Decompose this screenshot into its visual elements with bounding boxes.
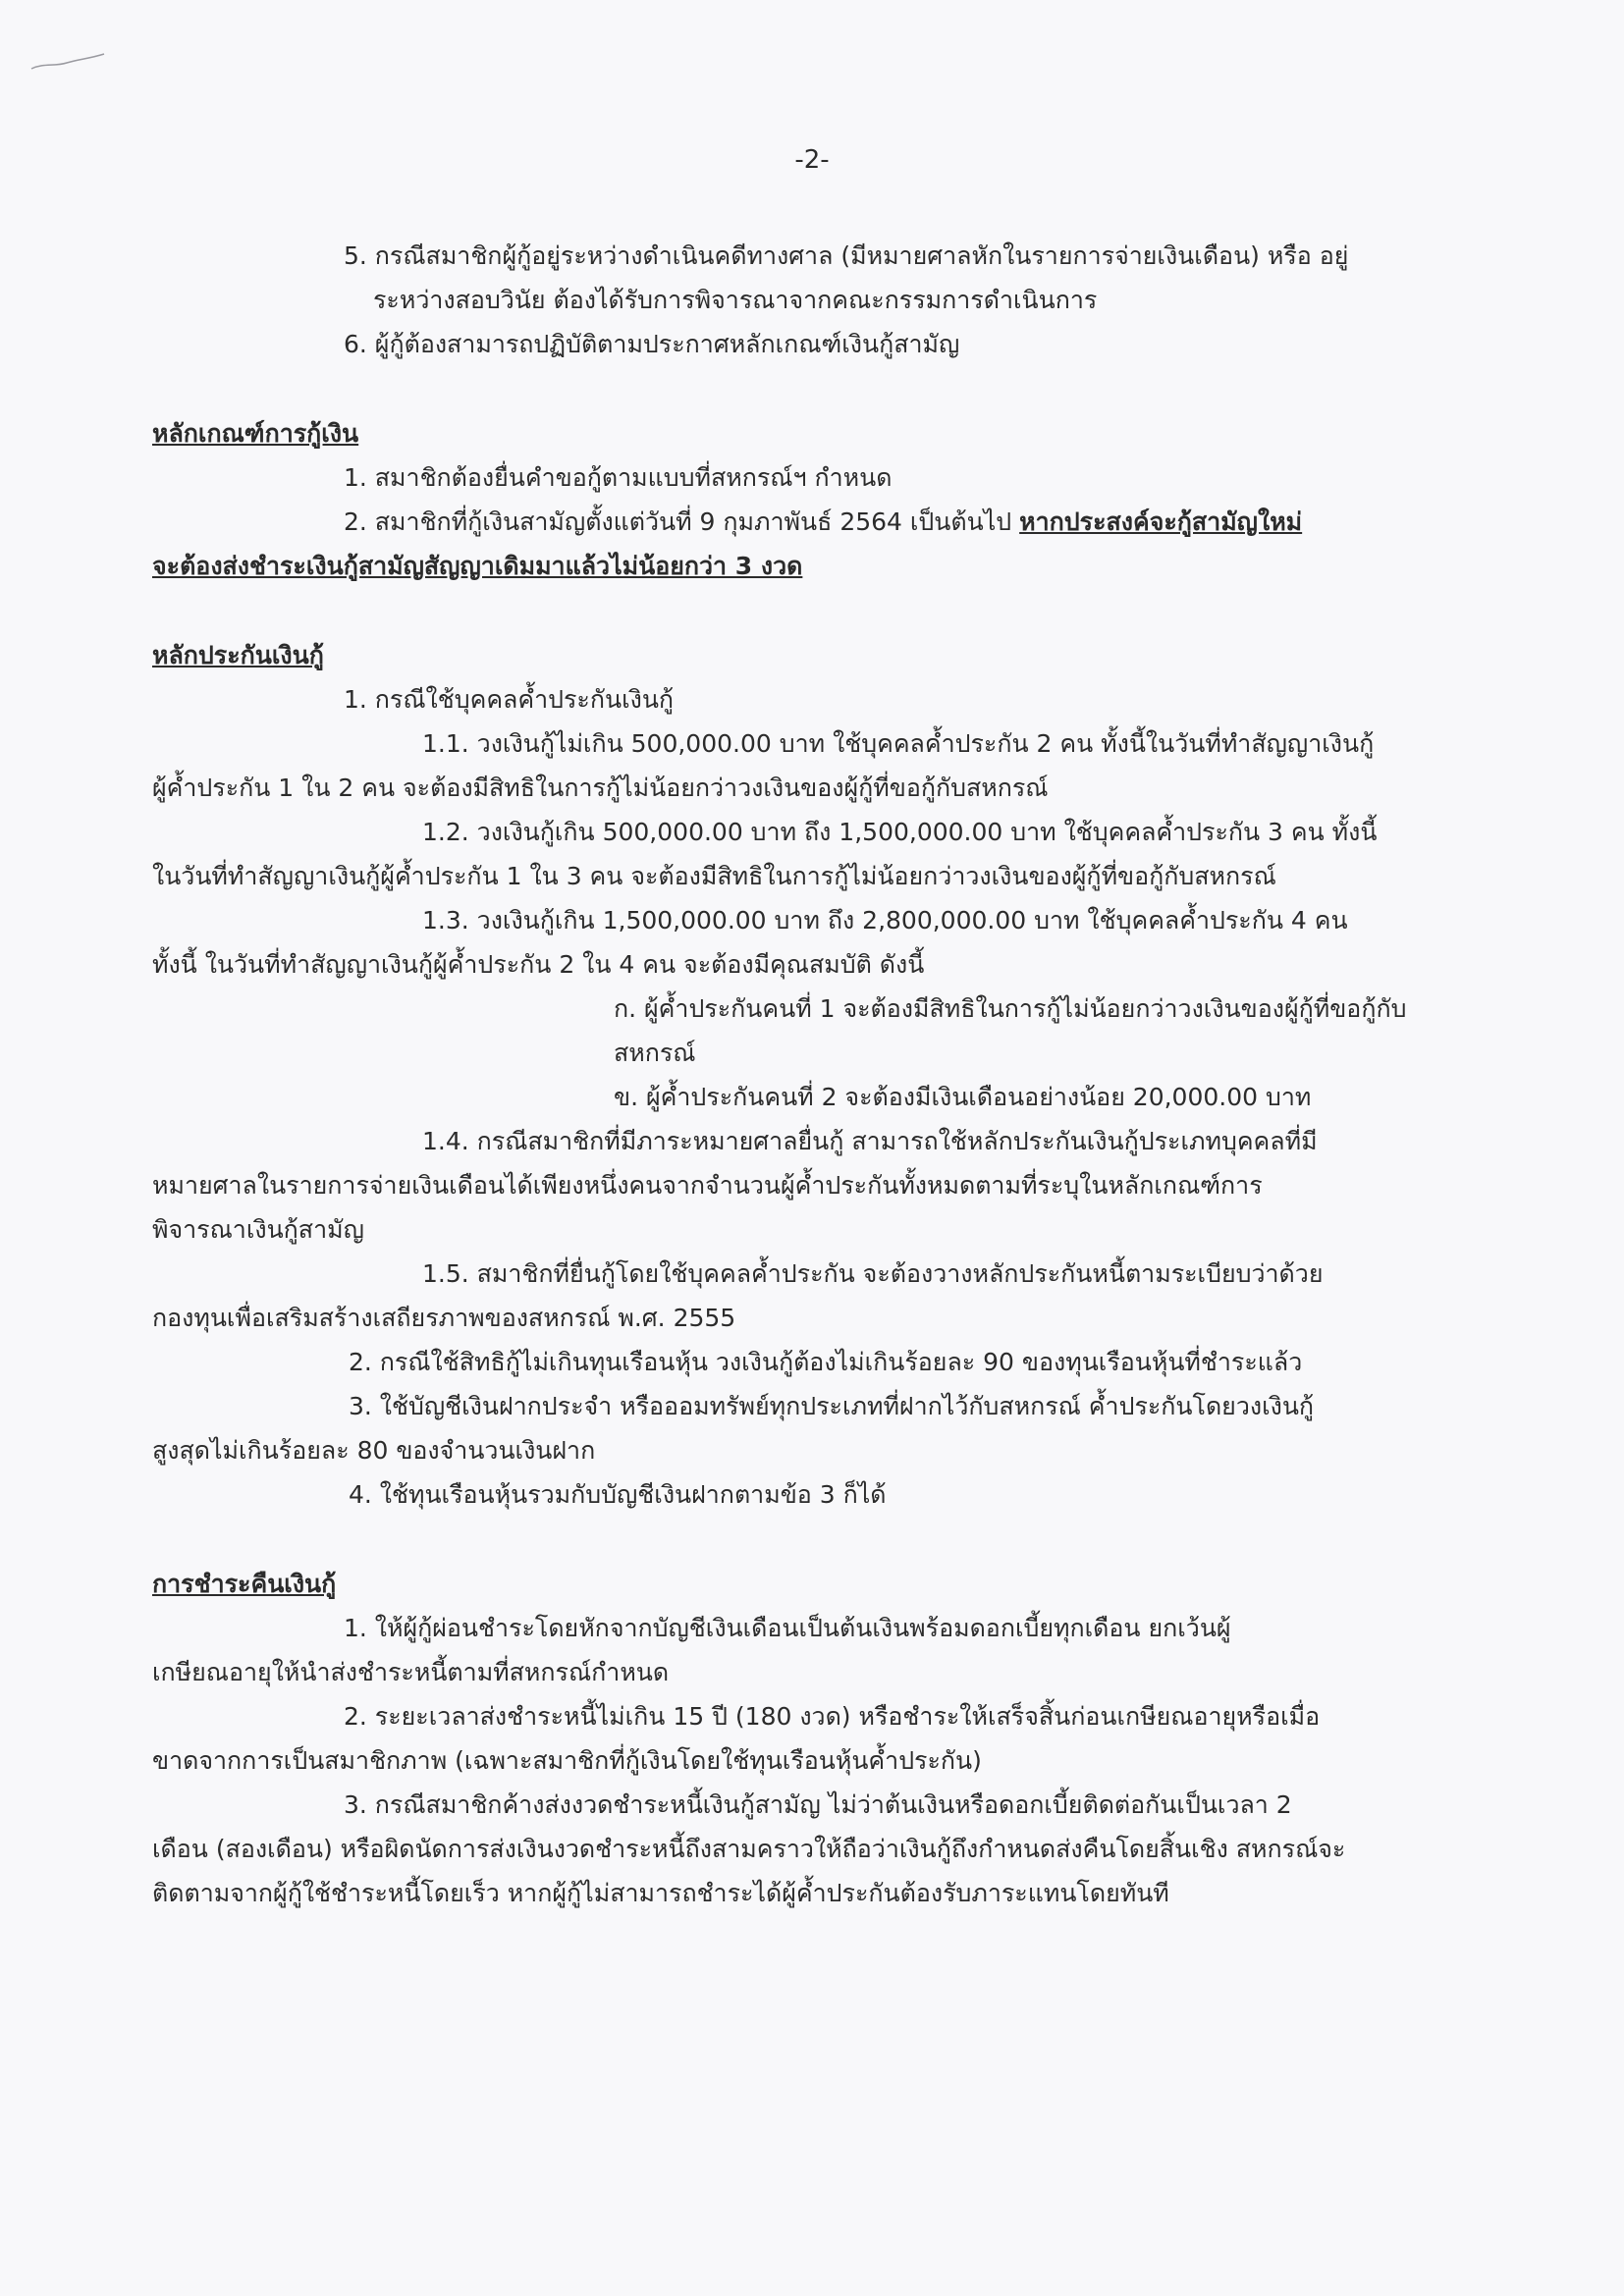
- collateral-item-1-1: [152, 721, 1438, 810]
- collateral-item-1-2-line2: ในวันที่ทำสัญญาเงินกู้ผู้ค้ำประกัน 1 ใน 3 คน จะต้องมีสิทธิในการกู้ไม่น้อยกว่าวงเงินของผู้กู้ที่ขอกู้กับสหกรณ์: [152, 862, 1276, 890]
- collateral-item-1-5-line2: กองทุนเพื่อเสริมสร้างเสถียรภาพของสหกรณ์ พ.ศ. 2555: [152, 1304, 736, 1332]
- collateral-item-3: [152, 1384, 1438, 1472]
- section-heading-collateral: หลักประกันเงินกู้: [152, 641, 324, 669]
- collateral-item-1-1-line1: 1.1. วงเงินกู้ไม่เกิน 500,000.00 บาท ใช้บุคคลค้ำประกัน 2 คน ทั้งนี้ในวันที่ทำสัญญาเงินกู้: [422, 729, 1375, 758]
- repayment-item-1: [152, 1606, 1438, 1694]
- repayment-item-3-line3: ติดตามจากผู้กู้ใช้ชำระหนี้โดยเร็ว หากผู้กู้ไม่สามารถชำระได้ผู้ค้ำประกันต้องรับภาระแทนโดยทันที: [152, 1879, 1169, 1907]
- collateral-item-4: 4. ใช้ทุนเรือนหุ้นรวมกับบัญชีเงินฝากตามข้อ 3 ก็ได้: [349, 1480, 887, 1509]
- section-heading-loan-criteria: หลักเกณฑ์การกู้เงิน: [152, 419, 359, 448]
- collateral-item-1-5: [152, 1252, 1438, 1340]
- criteria-item-2-text: 2. สมาชิกที่กู้เงินสามัญตั้งแต่วันที่ 9 กุมภาพันธ์ 2564 เป็นต้นไป: [344, 507, 1020, 536]
- page-number: -2-: [794, 145, 830, 175]
- pen-mark: [29, 51, 108, 73]
- repayment-item-2-line2: ขาดจากการเป็นสมาชิกภาพ (เฉพาะสมาชิกที่กู้เงินโดยใช้ทุนเรือนหุ้นค้ำประกัน): [152, 1746, 982, 1775]
- item-5: [152, 234, 1438, 322]
- collateral-item-1-2: [152, 810, 1438, 898]
- collateral-item-2: 2. กรณีใช้สิทธิกู้ไม่เกินทุนเรือนหุ้น วงเงินกู้ต้องไม่เกินร้อยละ 90 ของทุนเรือนหุ้นที่ชำระแล้ว: [349, 1348, 1303, 1376]
- criteria-item-1: 1. สมาชิกต้องยื่นคำขอกู้ตามแบบที่สหกรณ์ฯ กำหนด: [344, 463, 893, 492]
- collateral-item-1-1-line2: ผู้ค้ำประกัน 1 ใน 2 คน จะต้องมีสิทธิในการกู้ไม่น้อยกว่าวงเงินของผู้กู้ที่ขอกู้กับสหกรณ์: [152, 774, 1049, 802]
- collateral-item-1-3-ka: ก. ผู้ค้ำประกันคนที่ 1 จะต้องมีสิทธิในการกู้ไม่น้อยกว่าวงเงินของผู้กู้ที่ขอกู้กับสหกรณ์: [614, 994, 1407, 1067]
- collateral-item-1-5-line1: 1.5. สมาชิกที่ยื่นกู้โดยใช้บุคคลค้ำประกัน จะต้องวางหลักประกันหนี้ตามระเบียบว่าด้วย: [422, 1259, 1324, 1288]
- item-6: 6. ผู้กู้ต้องสามารถปฏิบัติตามประกาศหลักเกณฑ์เงินกู้สามัญ: [344, 330, 960, 358]
- collateral-item-1-4: [152, 1119, 1438, 1252]
- repayment-item-3-line1: 3. กรณีสมาชิกค้างส่งงวดชำระหนี้เงินกู้สามัญ ไม่ว่าต้นเงินหรือดอกเบี้ยติดต่อกันเป็นเวลา 2: [344, 1790, 1292, 1819]
- repayment-item-1-line2: เกษียณอายุให้นำส่งชำระหนี้ตามที่สหกรณ์กำหนด: [152, 1658, 670, 1686]
- section-heading-repayment: การชำระคืนเงินกู้: [152, 1570, 337, 1598]
- item-5-line2: ระหว่างสอบวินัย ต้องได้รับการพิจารณาจากคณะกรรมการดำเนินการ: [373, 286, 1098, 314]
- repayment-item-3-line2: เดือน (สองเดือน) หรือผิดนัดการส่งเงินงวดชำระหนี้ถึงสามคราวให้ถือว่าเงินกู้ถึงกำหนดส่งคืนโดยสิ้นเชิง สหกรณ์จะ: [152, 1835, 1346, 1863]
- collateral-item-1-3-line2: ทั้งนี้ ในวันที่ทำสัญญาเงินกู้ผู้ค้ำประกัน 2 ใน 4 คน จะต้องมีคุณสมบัติ ดังนี้: [152, 950, 925, 979]
- collateral-item-1: 1. กรณีใช้บุคคลค้ำประกันเงินกู้: [344, 685, 675, 714]
- criteria-item-2-emphasis-2: จะต้องส่งชำระเงินกู้สามัญสัญญาเดิมมาแล้วไม่น้อยกว่า 3 งวด: [152, 552, 803, 580]
- collateral-item-1-2-line1: 1.2. วงเงินกู้เกิน 500,000.00 บาท ถึง 1,500,000.00 บาท ใช้บุคคลค้ำประกัน 3 คน ทั้งนี้: [422, 818, 1378, 846]
- collateral-item-3-line2: สูงสุดไม่เกินร้อยละ 80 ของจำนวนเงินฝาก: [152, 1436, 596, 1465]
- collateral-item-1-4-line3: พิจารณาเงินกู้สามัญ: [152, 1215, 364, 1244]
- repayment-item-3: [152, 1783, 1438, 1915]
- item-5-line1: 5. กรณีสมาชิกผู้กู้อยู่ระหว่างดำเนินคดีทางศาล (มีหมายศาลหักในรายการจ่ายเงินเดือน) หรือ อยู่: [344, 241, 1349, 270]
- collateral-item-1-4-line2: หมายศาลในรายการจ่ายเงินเดือนได้เพียงหนึ่งคนจากจำนวนผู้ค้ำประกันทั้งหมดตามที่ระบุในหลักเกณฑ์การ: [152, 1171, 1263, 1200]
- collateral-item-1-3-line1: 1.3. วงเงินกู้เกิน 1,500,000.00 บาท ถึง 2,800,000.00 บาท ใช้บุคคลค้ำประกัน 4 คน: [422, 906, 1348, 934]
- criteria-item-2: [152, 500, 1438, 544]
- criteria-item-2-emphasis-1: หากประสงค์จะกู้สามัญใหม่: [1019, 507, 1303, 536]
- repayment-item-1-line1: 1. ให้ผู้กู้ผ่อนชำระโดยหักจากบัญชีเงินเดือนเป็นต้นเงินพร้อมดอกเบี้ยทุกเดือน ยกเว้นผู้: [344, 1614, 1231, 1642]
- collateral-item-1-3: [152, 898, 1438, 987]
- collateral-item-1-4-line1: 1.4. กรณีสมาชิกที่มีภาระหมายศาลยื่นกู้ สามารถใช้หลักประกันเงินกู้ประเภทบุคคลที่มี: [422, 1127, 1318, 1155]
- document-body: [152, 234, 1438, 1915]
- collateral-item-3-line1: 3. ใช้บัญชีเงินฝากประจำ หรือออมทรัพย์ทุกประเภทที่ฝากไว้กับสหกรณ์ ค้ำประกันโดยวงเงินกู้: [349, 1392, 1315, 1420]
- repayment-item-2: [152, 1694, 1438, 1783]
- repayment-item-2-line1: 2. ระยะเวลาส่งชำระหนี้ไม่เกิน 15 ปี (180 งวด) หรือชำระให้เสร็จสิ้นก่อนเกษียณอายุหรือเมื่อ: [344, 1702, 1321, 1731]
- collateral-item-1-3-kho: ข. ผู้ค้ำประกันคนที่ 2 จะต้องมีเงินเดือนอย่างน้อย 20,000.00 บาท: [614, 1083, 1312, 1111]
